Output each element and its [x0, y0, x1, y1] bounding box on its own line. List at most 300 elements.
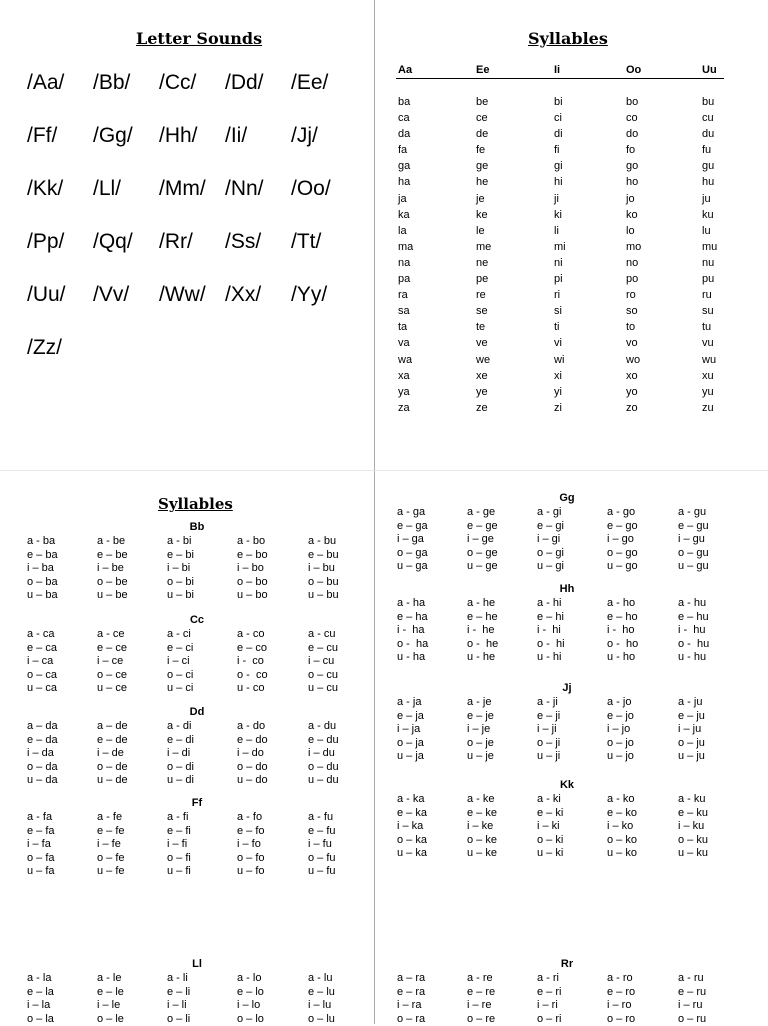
- syllable-table-cell: ka: [398, 208, 410, 221]
- syllable-group-row: [397, 547, 737, 561]
- syllable-group-row: [397, 723, 737, 737]
- syllable-pair: i – lu: [308, 999, 332, 1012]
- letter-sound: /Mm/: [159, 177, 206, 200]
- syllable-pair: o – li: [167, 1012, 191, 1025]
- syllable-pair: a - bo: [237, 535, 266, 547]
- syllable-pair: o – fo: [237, 851, 265, 864]
- syllable-pair: u – ku: [678, 847, 708, 860]
- syllable-pair: o – lu: [308, 1012, 335, 1025]
- syllable-pair: a - le: [97, 972, 122, 984]
- page-divider: [0, 470, 768, 471]
- syllable-table-cell: yu: [702, 385, 714, 398]
- syllable-table-cell: gi: [554, 160, 563, 173]
- syllable-table-cell: so: [626, 305, 638, 318]
- syllable-pair: a - ro: [607, 972, 633, 984]
- syllable-table-cell: na: [398, 256, 411, 269]
- syllable-table-cell: ca: [398, 112, 410, 125]
- syllable-table-cell: lu: [702, 224, 711, 237]
- syllable-pair: e – fo: [237, 824, 265, 837]
- letter-sound: /Oo/: [291, 177, 331, 200]
- syllable-table-cell: pu: [702, 273, 715, 286]
- syllable-pair: u – bu: [308, 589, 339, 602]
- syllable-pair: e – re: [467, 985, 496, 998]
- syllable-pair: e – gu: [678, 519, 709, 532]
- syllable-pair: i – bo: [237, 562, 264, 575]
- syllable-pair: o – fe: [97, 851, 125, 864]
- syllable-table-cell: bu: [702, 96, 715, 108]
- syllable-table-row: [396, 193, 724, 209]
- letter-sounds-grid: [27, 70, 367, 388]
- syllable-pair: o – ba: [27, 575, 58, 588]
- syllable-table-cell: la: [398, 224, 407, 237]
- syllable-pair: i – jo: [607, 723, 631, 736]
- syllable-pair: u – bo: [237, 589, 268, 602]
- letter-sounds-title: Letter Sounds: [136, 29, 263, 48]
- syllable-pair: a - hu: [678, 597, 707, 609]
- syllable-table-title: Syllables: [528, 29, 608, 48]
- syllable-table-cell: cu: [702, 112, 714, 125]
- syllable-group-row: [27, 852, 367, 866]
- syllable-pair: e – la: [27, 985, 54, 998]
- syllable-group-title: Kk: [559, 779, 575, 791]
- syllable-pair: i – ra: [397, 999, 422, 1012]
- syllable-pair: a - fo: [237, 811, 263, 823]
- syllable-table-cell: ju: [702, 192, 711, 205]
- syllable-table-cell: ce: [476, 112, 488, 125]
- syllable-pair: a - ho: [607, 597, 636, 609]
- syllable-pair: o – ke: [467, 833, 497, 846]
- syllable-table-cell: ti: [554, 321, 560, 334]
- syllable-table-header-cell: Oo: [626, 64, 642, 76]
- syllable-group-row: [27, 986, 367, 1000]
- syllable-pair: o – ri: [537, 1012, 562, 1025]
- syllable-table-cell: po: [626, 273, 639, 286]
- syllable-pair: u – ge: [467, 560, 498, 573]
- letter-sound: /Bb/: [93, 71, 131, 94]
- syllable-table-cell: bo: [626, 96, 639, 108]
- syllable-pair: e – ro: [607, 985, 636, 998]
- syllable-pair: u – ko: [607, 847, 637, 860]
- syllable-table-cell: mu: [702, 240, 718, 253]
- syllable-group-row: [397, 737, 737, 751]
- syllable-pair: u – da: [27, 774, 58, 787]
- syllable-pair: o – cu: [308, 668, 338, 681]
- syllable-pair: i – ju: [678, 723, 702, 736]
- syllable-group-row: [397, 506, 737, 520]
- syllable-group-row: [27, 682, 367, 696]
- syllable-pair: a - gu: [678, 506, 707, 518]
- letter-sounds-row: [27, 282, 367, 335]
- syllable-pair: i – ru: [678, 999, 703, 1012]
- syllable-group-row: [397, 807, 737, 821]
- syllable-pair: o – go: [607, 546, 638, 559]
- syllable-pair: e – lo: [237, 985, 264, 998]
- syllable-table-cell: to: [626, 321, 636, 334]
- syllable-table-cell: pa: [398, 273, 411, 286]
- syllable-table-row: [396, 112, 724, 128]
- syllable-pair: e – he: [467, 610, 498, 623]
- syllable-pair: o - ho: [607, 637, 639, 650]
- syllable-table-cell: ji: [554, 192, 559, 205]
- syllable-pair: i – gi: [537, 533, 561, 546]
- syllable-table-cell: mi: [554, 240, 566, 253]
- syllable-table-cell: ta: [398, 321, 408, 334]
- syllable-table-cell: xu: [702, 369, 714, 382]
- syllable-pair: i – go: [607, 533, 634, 546]
- syllable-table-header-cell: Ee: [476, 64, 490, 76]
- syllable-group: [27, 706, 367, 788]
- syllable-pair: o – bo: [237, 575, 268, 588]
- syllable-table-row: [396, 257, 724, 273]
- syllable-pair: u – ji: [537, 750, 561, 763]
- syllable-pair: e – cu: [308, 641, 338, 654]
- syllable-pair: e – lu: [308, 985, 335, 998]
- syllable-pair: i – da: [27, 747, 54, 760]
- syllable-table-row: [396, 128, 724, 144]
- syllable-table-cell: ri: [554, 289, 561, 302]
- syllable-group-row: [397, 520, 737, 534]
- syllable-table-header-cell: Uu: [702, 64, 717, 76]
- syllable-pair: i – ca: [27, 655, 54, 668]
- syllable-pair: e – ri: [537, 985, 562, 998]
- syllable-pair: e – li: [167, 985, 191, 998]
- syllable-pair: a - fi: [167, 811, 189, 823]
- syllable-pair: e – ci: [167, 641, 194, 654]
- syllable-group-row: [397, 624, 737, 638]
- syllable-table-cell: do: [626, 128, 639, 141]
- syllable-pair: a - ba: [27, 535, 56, 547]
- letter-sound: /Kk/: [27, 177, 64, 200]
- letter-sound: /Ee/: [291, 71, 329, 94]
- syllable-table-cell: fe: [476, 144, 486, 157]
- syllable-pair: a - be: [97, 535, 126, 547]
- syllable-table-row: [396, 305, 724, 321]
- syllable-group-row: [397, 533, 737, 547]
- syllable-pair: a - fe: [97, 811, 123, 823]
- syllable-pair: o – da: [27, 760, 58, 773]
- syllable-group-row: [397, 750, 737, 764]
- syllable-table-cell: yo: [626, 385, 638, 398]
- syllable-pair: u – gi: [537, 560, 564, 573]
- syllable-pair: a - ku: [678, 793, 706, 805]
- syllable-group-title: Ff: [191, 797, 203, 809]
- syllable-table-cell: lo: [626, 224, 635, 237]
- syllable-group-row: [397, 986, 737, 1000]
- syllable-table-cell: li: [554, 224, 559, 237]
- letter-sound: /Ss/: [225, 230, 262, 253]
- syllable-pair: u – di: [167, 774, 194, 787]
- syllable-pair: e – da: [27, 733, 58, 746]
- syllable-table-cell: ki: [554, 208, 562, 221]
- syllable-table-cell: ye: [476, 385, 488, 398]
- syllable-pair: i – ge: [467, 533, 494, 546]
- syllable-group-row: [397, 972, 737, 986]
- syllable-pair: o – ku: [678, 833, 708, 846]
- syllable-pair: i – ji: [537, 723, 557, 736]
- letter-sounds-row: [27, 70, 367, 123]
- syllable-table-cell: xa: [398, 369, 410, 382]
- syllable-pair: i – ki: [537, 820, 560, 833]
- syllable-table-row: [396, 241, 724, 257]
- syllable-table-cell: be: [476, 96, 489, 108]
- syllable-pair: o – be: [97, 575, 128, 588]
- letter-sound: /Qq/: [93, 230, 133, 253]
- syllable-pair: u – ca: [27, 682, 57, 695]
- syllable-pair: o – fi: [167, 851, 191, 864]
- syllable-pair: i – ko: [607, 820, 634, 833]
- syllable-group-title: Gg: [559, 492, 575, 504]
- syllable-group-row: [27, 774, 367, 788]
- syllable-pair: o – ju: [678, 736, 705, 749]
- syllable-pair: u – ba: [27, 589, 58, 602]
- syllable-table-cell: je: [476, 192, 485, 205]
- syllable-table-header-cell: Aa: [398, 64, 413, 76]
- syllable-table-cell: ga: [398, 160, 411, 173]
- syllable-pair: u - ho: [607, 651, 636, 664]
- syllable-table-cell: xi: [554, 369, 562, 382]
- syllable-pair: e – ra: [397, 985, 426, 998]
- syllable-pair: u – be: [97, 589, 128, 602]
- letter-sound: /Rr/: [159, 230, 193, 253]
- syllable-table-row: [396, 209, 724, 225]
- syllable-pair: a - ri: [537, 972, 559, 984]
- syllable-pair: a – ra: [397, 972, 426, 984]
- syllable-group-row: [27, 1013, 367, 1026]
- syllable-group-title: Hh: [559, 583, 575, 595]
- syllable-table-row: [396, 160, 724, 176]
- syllable-table-row: [396, 176, 724, 192]
- syllable-pair: e – jo: [607, 709, 634, 722]
- syllable-table-cell: ko: [626, 208, 638, 221]
- syllable-table-cell: ze: [476, 401, 488, 414]
- syllable-pair: e – ke: [467, 806, 497, 819]
- syllable-pair: a - do: [237, 720, 266, 732]
- syllable-pair: e – bi: [167, 548, 194, 561]
- syllable-group: [397, 958, 737, 1026]
- syllable-table-cell: le: [476, 224, 485, 237]
- letter-sound: /Ii/: [225, 124, 248, 147]
- syllable-pair: a - he: [467, 597, 496, 609]
- syllable-group-row: [397, 560, 737, 574]
- syllable-pair: o – ra: [397, 1012, 426, 1025]
- syllable-table-cell: vo: [626, 337, 638, 350]
- syllable-group-row: [27, 865, 367, 879]
- syllable-pair: e – ha: [397, 610, 428, 623]
- syllable-pair: o – gu: [678, 546, 709, 559]
- syllable-pair: a - lu: [308, 972, 333, 984]
- syllable-pair: e – co: [237, 641, 267, 654]
- syllable-table-cell: ba: [398, 96, 411, 108]
- syllable-pair: a - ru: [678, 972, 704, 984]
- syllable-table-cell: co: [626, 112, 638, 125]
- syllable-group-row: [27, 628, 367, 642]
- syllable-table-cell: no: [626, 256, 639, 269]
- syllable-group-row: [397, 651, 737, 665]
- syllable-pair: e – hu: [678, 610, 709, 623]
- syllable-group-row: [27, 761, 367, 775]
- syllable-pair: o – re: [467, 1012, 496, 1025]
- letter-sound: /Cc/: [159, 71, 197, 94]
- syllable-pair: u – fu: [308, 865, 336, 878]
- syllable-table-cell: wo: [626, 353, 641, 366]
- syllable-table-row: [396, 96, 724, 112]
- syllable-pair: a - re: [467, 972, 493, 984]
- syllable-pair: a - ko: [607, 793, 635, 805]
- letter-sound: /Ll/: [93, 177, 122, 200]
- syllable-pair: a - li: [167, 972, 188, 984]
- syllable-table-row: [396, 144, 724, 160]
- syllable-group: [397, 779, 737, 861]
- syllable-pair: a – da: [27, 720, 58, 732]
- syllable-pair: e – fa: [27, 824, 55, 837]
- syllable-group-row: [27, 811, 367, 825]
- syllable-table-cell: fu: [702, 144, 712, 157]
- syllable-table-cell: si: [554, 305, 562, 318]
- syllable-table-header: [396, 64, 724, 79]
- letter-sound: /Dd/: [225, 71, 264, 94]
- syllable-pair: o – ji: [537, 736, 561, 749]
- syllable-pair: o – fu: [308, 851, 336, 864]
- syllable-pair: o – do: [237, 760, 268, 773]
- syllable-table-header-cell: Ii: [554, 64, 561, 76]
- syllable-pair: e – go: [607, 519, 638, 532]
- syllable-pair: o – ga: [397, 546, 428, 559]
- syllable-pair: e – ka: [397, 806, 427, 819]
- syllable-table-row: [396, 273, 724, 289]
- syllable-group: [397, 682, 737, 764]
- syllable-pair: u - he: [467, 651, 496, 664]
- syllable-pair: a - bi: [167, 535, 192, 547]
- syllable-pair: i – de: [97, 747, 124, 760]
- syllable-pair: e – bo: [237, 548, 268, 561]
- syllable-pair: e – ji: [537, 709, 561, 722]
- syllable-table-cell: ra: [398, 289, 408, 302]
- syllable-group-row: [397, 710, 737, 724]
- syllable-pair: i – ka: [397, 820, 424, 833]
- syllable-group-row: [27, 734, 367, 748]
- syllable-pair: i – ga: [397, 533, 424, 546]
- syllable-group-row: [397, 1013, 737, 1026]
- syllable-pair: o – ka: [397, 833, 427, 846]
- column-divider: [374, 0, 375, 1024]
- syllable-pair: i – du: [308, 747, 335, 760]
- syllable-group: [27, 797, 367, 879]
- syllable-table-cell: fo: [626, 144, 636, 157]
- syllable-pair: e – hi: [537, 610, 564, 623]
- syllable-group-row: [27, 589, 367, 603]
- syllable-pair: u - ha: [397, 651, 426, 664]
- syllable-pair: o – bu: [308, 575, 339, 588]
- syllable-pair: a – de: [97, 720, 128, 732]
- syllable-table-cell: gu: [702, 160, 715, 173]
- syllable-pair: a - ju: [678, 696, 703, 708]
- syllable-pair: o – le: [97, 1012, 124, 1025]
- syllable-table-cell: ya: [398, 385, 410, 398]
- syllable-pair: i – ri: [537, 999, 558, 1012]
- syllable-table-cell: ho: [626, 176, 639, 189]
- syllable-pair: a - ci: [167, 628, 191, 640]
- syllable-pair: e – be: [97, 548, 128, 561]
- syllable-pair: i – di: [167, 747, 191, 760]
- syllable-pair: o – ja: [397, 736, 424, 749]
- syllable-pair: i - hi: [537, 624, 561, 637]
- syllable-pair: o – di: [167, 760, 194, 773]
- syllable-pair: a - di: [167, 720, 192, 732]
- syllable-group-row: [27, 549, 367, 563]
- syllable-pair: u – ka: [397, 847, 427, 860]
- syllable-table-cell: ve: [476, 337, 488, 350]
- syllable-group-row: [27, 669, 367, 683]
- syllable-table-cell: zu: [702, 401, 714, 414]
- syllable-pair: u – ce: [97, 682, 127, 695]
- syllable-group-row: [27, 655, 367, 669]
- syllable-pair: o – jo: [607, 736, 634, 749]
- syllable-table-cell: re: [476, 289, 486, 302]
- syllable-table-cell: ke: [476, 208, 488, 221]
- syllable-pair: e – ba: [27, 548, 58, 561]
- syllable-pair: o – ci: [167, 668, 194, 681]
- syllable-table-cell: ru: [702, 289, 712, 302]
- letter-sounds-row: [27, 123, 367, 176]
- syllable-pair: a - fu: [308, 811, 334, 823]
- syllable-pair: i - ha: [397, 624, 425, 637]
- syllable-pair: a - du: [308, 720, 337, 732]
- syllable-group-row: [397, 696, 737, 710]
- syllable-table-cell: fa: [398, 144, 408, 157]
- syllable-table-row: [396, 321, 724, 337]
- syllable-group-title: Cc: [189, 614, 205, 626]
- letter-sound: /Hh/: [159, 124, 198, 147]
- syllable-pair: i – cu: [308, 655, 335, 668]
- syllable-pair: e – gi: [537, 519, 564, 532]
- syllable-pair: u – fo: [237, 865, 265, 878]
- syllable-table-cell: tu: [702, 321, 712, 334]
- syllable-table-cell: wi: [554, 353, 565, 366]
- syllable-pair: i – be: [97, 562, 124, 575]
- syllable-pair: i – re: [467, 999, 492, 1012]
- syllable-pair: e – ki: [537, 806, 564, 819]
- syllable-table-cell: zo: [626, 401, 638, 414]
- syllable-table-row: [396, 386, 724, 402]
- syllable-pair: u - co: [237, 682, 265, 695]
- syllable-pair: i – fa: [27, 838, 51, 851]
- syllable-table-cell: ha: [398, 176, 411, 189]
- syllable-pair: a - cu: [308, 628, 336, 640]
- syllable-pair: a - ge: [467, 506, 496, 518]
- syllable-table-cell: jo: [626, 192, 635, 205]
- syllable-pair: i – ce: [97, 655, 124, 668]
- syllable-table-cell: me: [476, 240, 492, 253]
- syllable-pair: o - hi: [537, 637, 565, 650]
- syllable-pair: i – la: [27, 999, 51, 1012]
- syllable-pair: i – fi: [167, 838, 188, 851]
- syllable-pair: u – gu: [678, 560, 709, 573]
- syllable-group-row: [27, 562, 367, 576]
- syllable-table-cell: ci: [554, 112, 562, 125]
- syllable-pair: a - lo: [237, 972, 262, 984]
- syllable-pair: e – ge: [467, 519, 498, 532]
- syllable-pair: e – de: [97, 733, 128, 746]
- syllable-pair: o – de: [97, 760, 128, 773]
- syllable-pair: a - ja: [397, 696, 422, 708]
- syllable-pair: o – ge: [467, 546, 498, 559]
- syllable-pair: e – ju: [678, 709, 705, 722]
- syllable-pair: o – fa: [27, 851, 55, 864]
- syllable-pair: e – ga: [397, 519, 428, 532]
- letter-sound: /Aa/: [27, 71, 65, 94]
- syllable-table-row: [396, 402, 724, 418]
- syllable-pair: u – ci: [167, 682, 194, 695]
